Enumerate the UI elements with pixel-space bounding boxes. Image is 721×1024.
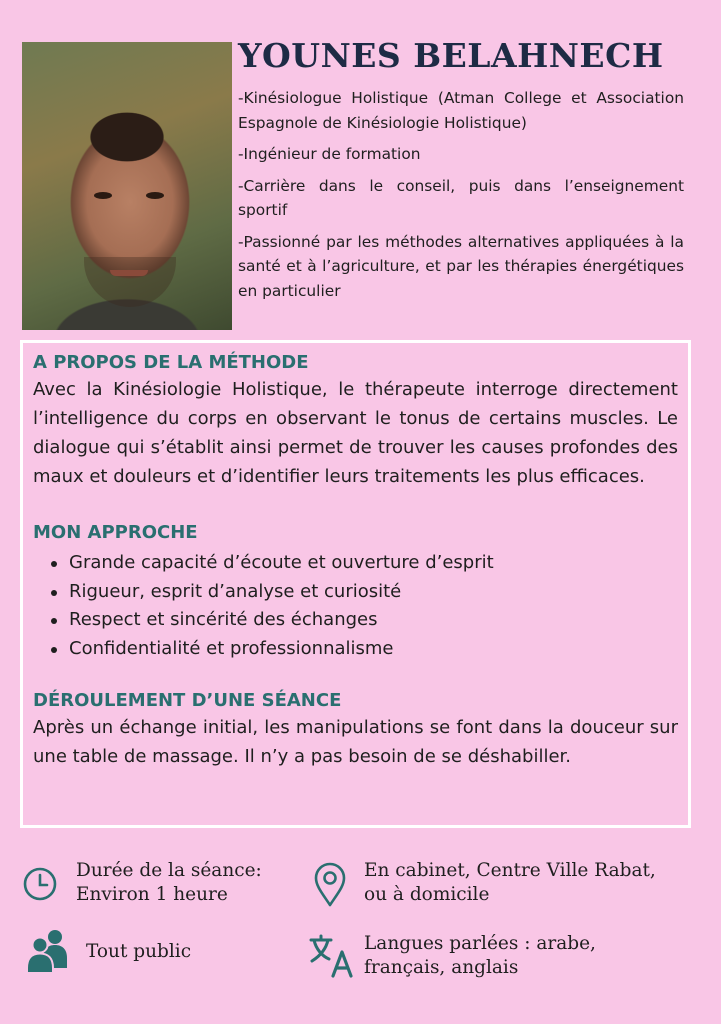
methode-text: Avec la Kinésiologie Holistique, le thérapeute interroge directement l’intelligence du corps en observant le tonus de certains muscles. Le dialogue qui s’établit ainsi permet de trouver les causes profondes des maux et douleurs et d’identifier leurs traitements les plus efficaces. [33,379,678,487]
lieu-line2: ou à domicile [364,884,490,905]
duree-info [76,859,262,907]
seance-text: Après un échange initial, les manipulations se font dans la douceur sur une table de massage. Il n’y a pas besoin de se déshabiller. [33,717,678,767]
portrait-photo [22,42,232,330]
people-icon [26,928,70,974]
bio-item: -Ingénieur de formation [238,145,421,163]
translate-icon [309,934,355,978]
approche-item: Respect et sincérité des échanges [69,606,678,635]
bio-item: -Kinésiologue Holistique (Atman College et Association Espagnole de Kinésiologie Holistique) [238,89,684,132]
portrait-mouth [110,270,148,276]
langues-info [364,932,596,980]
public-info: Tout public [86,941,192,962]
portrait-right-eye [146,192,164,199]
duree-label: Durée de la séance: [76,860,262,881]
seance-title: DÉROULEMENT D’UNE SÉANCE [33,690,342,711]
lieu-info [364,859,656,907]
methode-title: A PROPOS DE LA MÉTHODE [33,352,309,373]
bio-item: -Passionné par les méthodes alternatives appliquées à la santé et à l’agriculture, et par les thérapies énergétiques en particulier [238,232,684,300]
approche-item: Rigueur, esprit d’analyse et curiosité [69,578,678,607]
clock-icon [22,866,58,902]
approche-item: Grande capacité d’écoute et ouverture d’esprit [69,549,678,578]
approche-item: Confidentialité et professionnalisme [69,635,678,664]
lieu-line1: En cabinet, Centre Ville Rabat, [364,860,656,881]
person-name: YOUNES BELAHNECH [238,36,664,75]
bio-list [238,86,684,310]
langues-line1: Langues parlées : arabe, [364,933,596,954]
bio-item: -Carrière dans le conseil, puis dans l’enseignement sportif [238,176,684,219]
location-pin-icon [312,860,348,908]
approche-list [33,549,678,663]
langues-line2: français, anglais [364,957,519,978]
content-box [20,340,691,828]
duree-value: Environ 1 heure [76,884,228,905]
portrait-beard [84,257,176,307]
portrait-left-eye [94,192,112,199]
approche-title: MON APPROCHE [33,522,198,543]
